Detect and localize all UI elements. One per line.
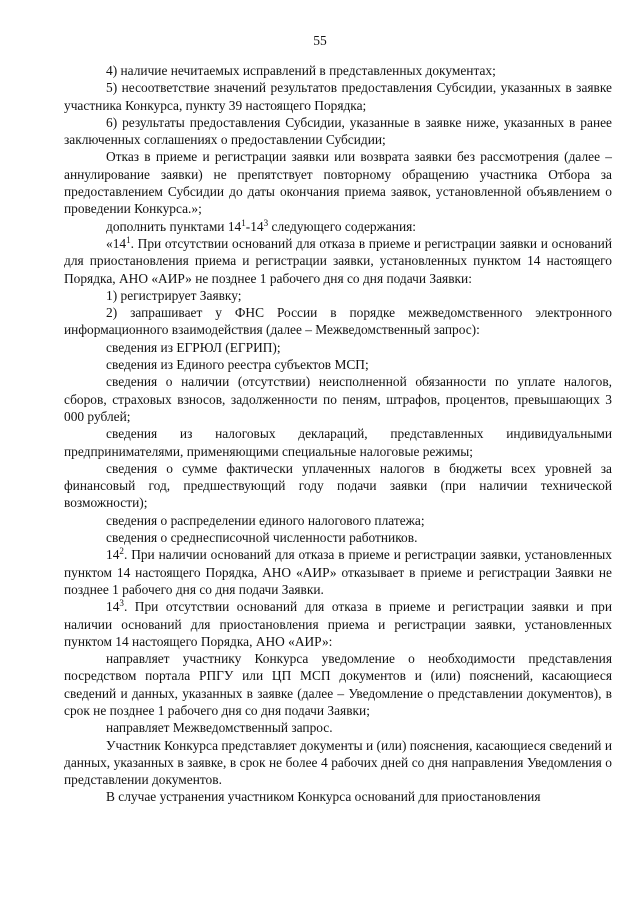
paragraph	[64, 235, 612, 287]
paragraph-text: следующего содержания:	[268, 218, 417, 234]
paragraph: 6) результаты предоставления Субсидии, указанные в заявке ниже, указанных в ранее заключенных соглашениях о предоставлении Субсидии;	[64, 114, 612, 148]
paragraph	[64, 546, 612, 598]
paragraph: 5) несоответствие значений результатов предоставления Субсидии, указанных в заявке участника Конкурса, пункту 39 настоящего Порядка;	[64, 80, 612, 113]
paragraph: Отказ в приеме и регистрации заявки или возврата заявки без рассмотрения (далее – аннулирование заявки) не препятствует повторному обращению участника Отбора за предоставлением Субсидии до даты окончания приема заявок, установленной объявлением о проведении Конкурса.»;	[64, 149, 612, 217]
page-number: 55	[313, 33, 327, 48]
paragraph	[64, 218, 612, 235]
clause-number: 14	[106, 547, 120, 563]
paragraph-intro: дополнить пунктами 14	[106, 218, 242, 234]
clause-number: 14	[106, 599, 120, 615]
paragraph-mid: -14	[245, 218, 264, 234]
paragraph: сведения о сумме фактически уплаченных налогов в бюджеты всех уровней за финансовый год, предшествующий году подачи заявки (при наличии технической возможности);	[64, 460, 612, 511]
paragraph: сведения о среднесписочной численности работников.	[106, 530, 418, 546]
paragraph: 1) регистрирует Заявку;	[106, 287, 242, 303]
paragraph: 2) запрашивает у ФНС России в порядке межведомственного электронного информационного взаимодействия (далее – Межведомственный запрос):	[64, 305, 612, 338]
paragraph-text: . При отсутствии оснований для отказа в приеме и регистрации заявки и при наличии оснований для приостановления приема и регистрации заявки, установленных пунктом 14 настоящего Порядка, АНО «АИР»:	[64, 599, 612, 649]
superscript: 3	[263, 217, 269, 228]
paragraph: Участник Конкурса представляет документы и (или) пояснения, касающиеся сведений и данных, указанных в заявке, в срок не более 4 рабочих дней со дня направления Уведомления о представлении документов.	[64, 737, 612, 788]
superscript: 1	[126, 234, 131, 245]
paragraph-text: . При наличии оснований для отказа в приеме и регистрации заявки, установленных пунктом 14 настоящего Порядка, АНО «АИР» отказывает в приеме и регистрации Заявки не позднее 1 рабочего дня со дня подачи Заявки.	[64, 547, 612, 597]
document-body	[64, 62, 612, 806]
paragraph: сведения о распределении единого налогового платежа;	[106, 512, 425, 528]
paragraph: направляет Межведомственный запрос.	[106, 720, 333, 736]
superscript: 1	[241, 217, 246, 228]
paragraph: сведения из Единого реестра субъектов МСП;	[106, 357, 369, 373]
superscript: 2	[119, 546, 124, 557]
paragraph: сведения из налоговых деклараций, представленных индивидуальными предпринимателями, применяющими специальные налоговые режимы;	[64, 426, 612, 459]
paragraph: сведения о наличии (отсутствии) неисполненной обязанности по уплате налогов, сборов, страховых взносов, задолженности по пеням, штрафов, процентов, превышающих 3 000 рублей;	[64, 374, 612, 424]
paragraph: В случае устранения участником Конкурса оснований для приостановления	[106, 789, 541, 805]
paragraph-text: . При отсутствии оснований для отказа в приеме и регистрации заявки и оснований для приостановления приема и регистрации заявки, установленных пунктом 14 настоящего Порядка, АНО «АИР» не позднее 1 рабочего дня со дня подачи Заявки:	[64, 235, 612, 286]
paragraph: 4) наличие нечитаемых исправлений в представленных документах;	[106, 63, 496, 78]
clause-number: «14	[106, 235, 127, 251]
paragraph: сведения из ЕГРЮЛ (ЕГРИП);	[106, 339, 281, 355]
superscript: 3	[119, 598, 124, 609]
paragraph: направляет участнику Конкурса уведомление о необходимости представления посредством портала РПГУ или ЦП МСП документов и (или) пояснений, касающиеся сведений и данных, указанных в заявке (далее – Уведомление о представлении документов), в срок не позднее 1 рабочего дня со дня подачи Заявки;	[64, 651, 612, 718]
paragraph	[64, 598, 612, 650]
